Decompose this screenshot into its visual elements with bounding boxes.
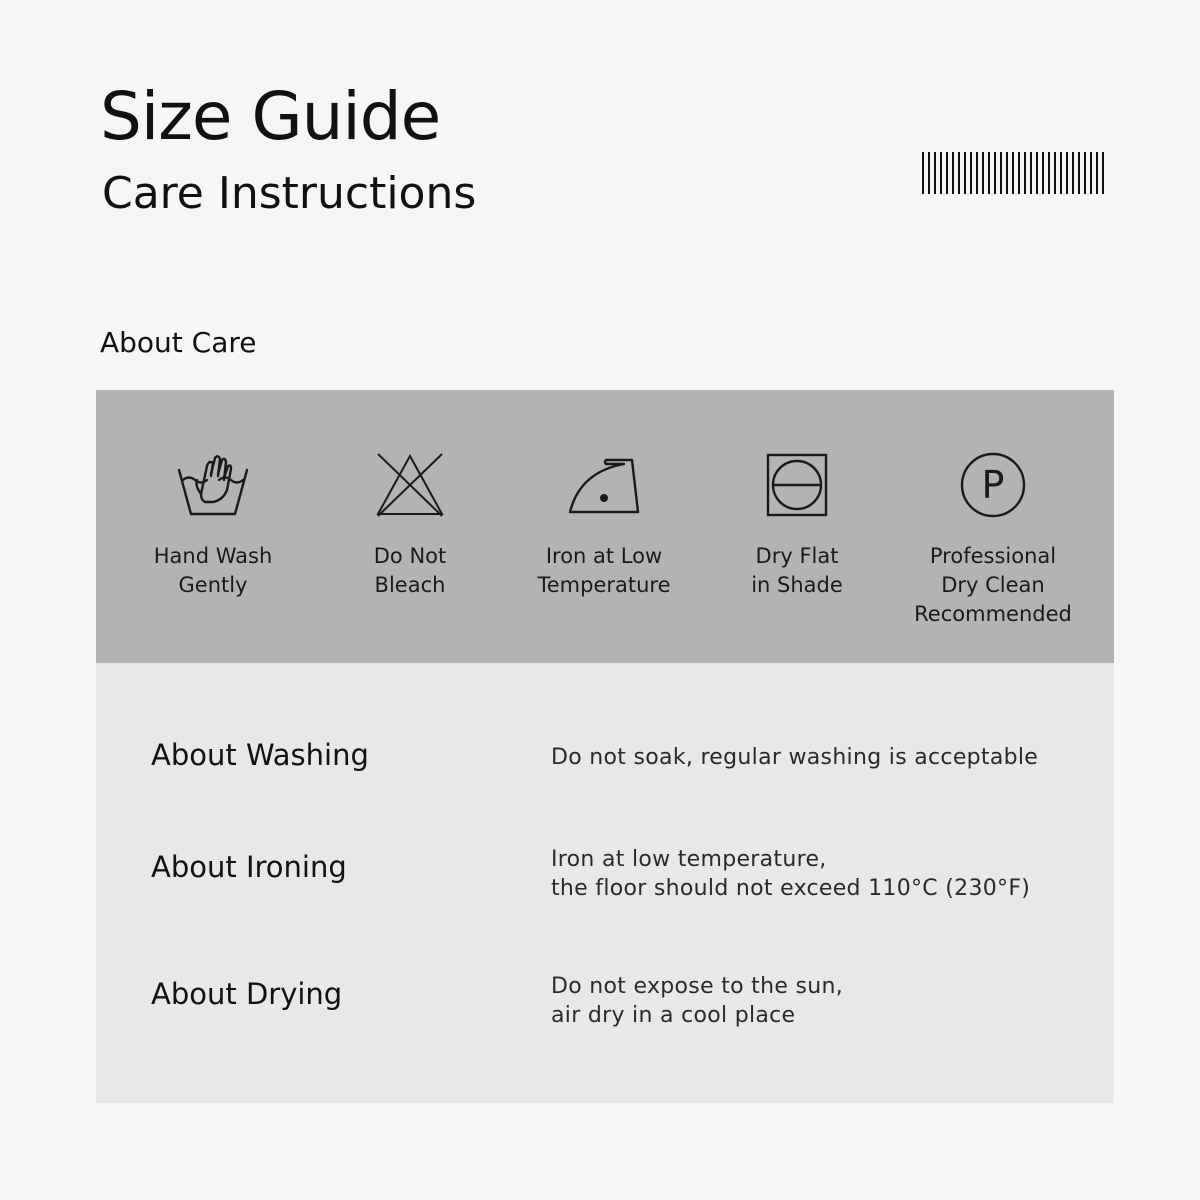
care-symbol-professional-dry-clean (893, 450, 1093, 629)
care-symbol-label: Do Not Bleach (373, 544, 447, 597)
care-symbol-do-not-bleach (310, 450, 510, 600)
do-not-bleach-icon (372, 450, 448, 520)
dry-flat-shade-icon (759, 450, 835, 520)
ironing-title: About Ironing (151, 850, 347, 884)
care-symbol-hand-wash (113, 450, 313, 600)
care-symbol-label: Iron at Low Temperature (537, 544, 671, 597)
care-symbol-label: Dry Flat in Shade (751, 544, 843, 597)
care-symbol-iron-low (504, 450, 704, 600)
care-symbol-label: Hand Wash Gently (153, 544, 273, 597)
care-details-panel (96, 663, 1114, 1103)
section-label: About Care (100, 326, 257, 359)
page-title: Size Guide (100, 78, 441, 155)
drying-description: Do not expose to the sun, air dry in a cool place (551, 974, 844, 1028)
professional-dry-clean-icon (955, 450, 1031, 520)
svg-text:P: P (981, 463, 1005, 507)
washing-description: Do not soak, regular washing is acceptable (551, 745, 1039, 770)
barcode-icon (922, 152, 1108, 194)
ironing-description: Iron at low temperature, the floor should not exceed 110°C (230°F) (551, 847, 1031, 901)
page-subtitle: Care Instructions (102, 168, 477, 219)
care-symbol-label: Professional Dry Clean Recommended (914, 544, 1072, 626)
care-symbol-dry-flat-shade (697, 450, 897, 600)
washing-title: About Washing (151, 738, 369, 772)
hand-wash-icon (175, 450, 251, 520)
iron-low-icon (566, 450, 642, 520)
care-symbols-panel (96, 390, 1114, 663)
drying-title: About Drying (151, 977, 343, 1011)
